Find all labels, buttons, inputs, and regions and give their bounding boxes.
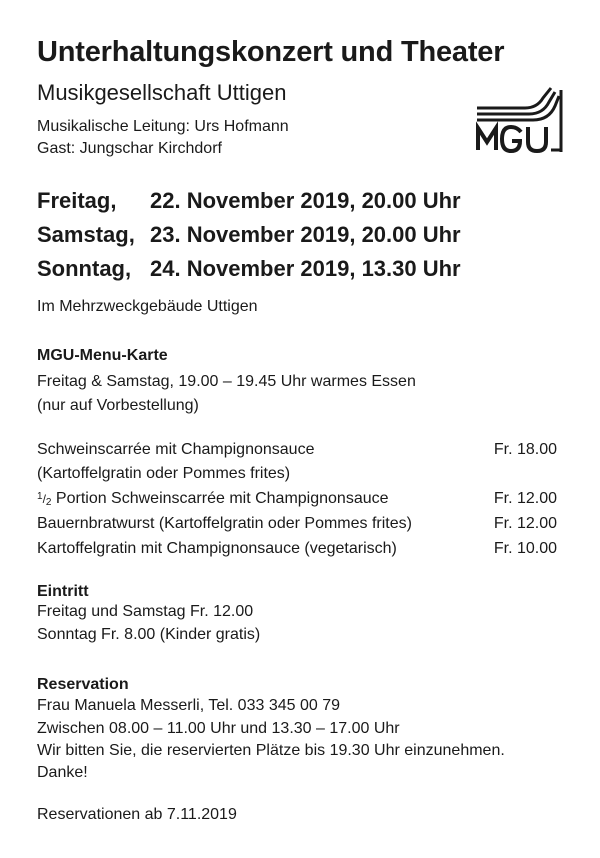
date-value: 24. November 2019, 13.30 Uhr [150,256,461,281]
reservation-heading: Reservation [37,676,129,693]
menu-item-name: Kartoffelgratin mit Champignonsauce (vegetarisch) [37,540,397,557]
menu-note: (nur auf Vorbestellung) [37,397,199,414]
date-value: 23. November 2019, 20.00 Uhr [150,222,461,247]
reservation-hours: Zwischen 08.00 – 11.00 Uhr und 13.30 – 17.00 Uhr [37,720,400,737]
menu-item-price: Fr. 12.00 [493,490,557,507]
eintritt-heading: Eintritt [37,583,89,600]
mgu-logo [475,86,569,154]
menu-time: Freitag & Samstag, 19.00 – 19.45 Uhr warmes Essen [37,373,416,390]
venue: Im Mehrzweckgebäude Uttigen [37,298,258,315]
menu-item-name: Bauernbratwurst (Kartoffelgratin oder Pommes frites) [37,515,412,532]
date-row [37,222,461,248]
menu-item-name-wrap: $^1$/2 Portion Schweinscarrée mit Champignonsauce [37,490,389,508]
menu-item [37,515,557,533]
eintritt-line: Sonntag Fr. 8.00 (Kinder gratis) [37,626,261,643]
reservation-thanks: Danke! [37,764,88,781]
menu-item-price: Fr. 10.00 [493,540,557,557]
footer-note: Reservationen ab 7.11.2019 [37,806,237,823]
reservation-note: Wir bitten Sie, die reservierten Plätze bis 19.30 Uhr einzunehmen. [37,742,505,759]
date-value: 22. November 2019, 20.00 Uhr [150,188,461,213]
reservation-contact: Frau Manuela Messerli, Tel. 033 345 00 79 [37,697,340,714]
page-title: Unterhaltungskonzert und Theater [37,36,505,68]
menu-item [37,540,557,558]
menu-heading: MGU-Menu-Karte [37,347,168,364]
menu-item [37,465,557,483]
menu-item-name: Portion Schweinscarrée mit Champignonsauce [51,490,389,507]
menu-item-price: Fr. 12.00 [493,515,557,532]
date-row [37,256,461,282]
eintritt-line: Freitag und Samstag Fr. 12.00 [37,603,254,620]
date-day: Sonntag, [37,256,132,281]
menu-item [37,441,557,459]
page-subtitle: Musikgesellschaft Uttigen [37,80,287,105]
fraction-numerator: 1 [37,491,43,502]
menu-item [37,490,557,508]
menu-item-price: Fr. 18.00 [493,441,557,458]
menu-item-name: (Kartoffelgratin oder Pommes frites) [37,465,291,482]
logo-text: MGU [475,86,478,87]
musical-direction: Musikalische Leitung: Urs Hofmann [37,118,289,135]
menu-item-name: Schweinscarrée mit Champignonsauce [37,441,315,458]
date-day: Samstag, [37,222,135,247]
date-row [37,188,461,214]
date-day: Freitag, [37,188,117,213]
fraction-denominator: 2 [45,497,52,508]
guest-line: Gast: Jungschar Kirchdorf [37,140,222,157]
